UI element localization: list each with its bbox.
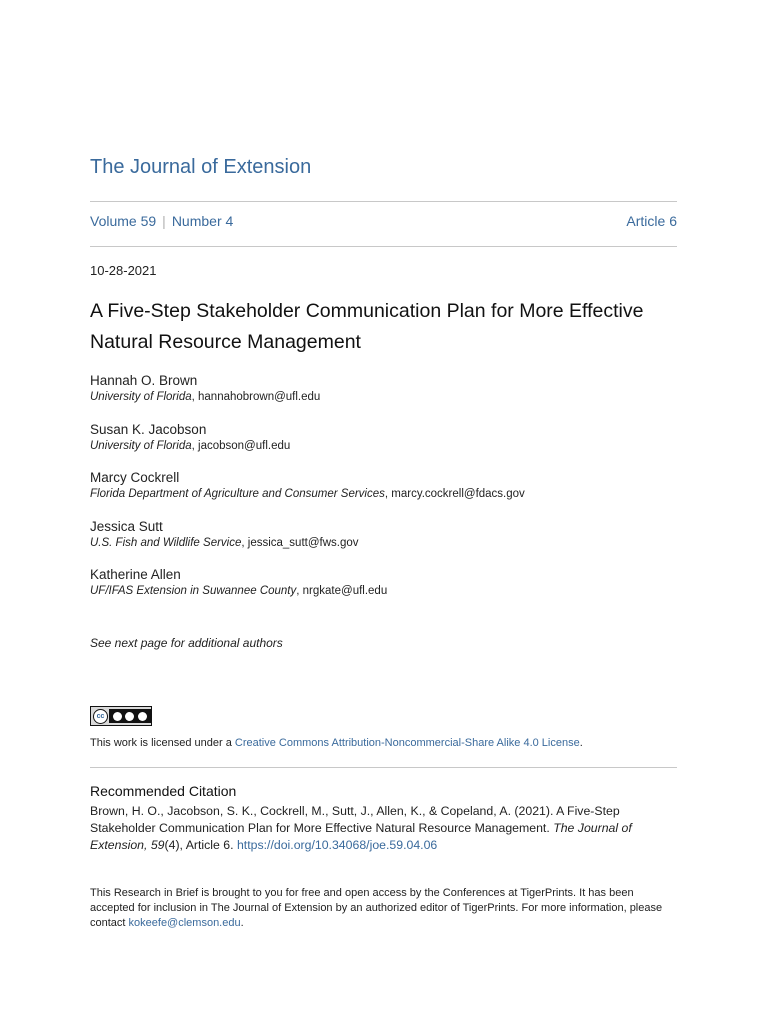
top-divider <box>90 201 677 202</box>
volume-link[interactable]: Volume 59 <box>90 213 157 229</box>
access-notice <box>90 886 680 931</box>
citation-divider <box>90 767 677 768</box>
citation-authors-title: Brown, H. O., Jacobson, S. K., Cockrell, M., Sutt, J., Allen, K., & Copeland, A. (2021). A Five-Step Stakeholder Communication Plan for More Effective Natural Resource Management. <box>90 804 620 835</box>
number-link[interactable]: Number 4 <box>171 213 234 229</box>
license-link[interactable]: Creative Commons Attribution-Noncommercial-Share Alike 4.0 License <box>234 737 580 749</box>
affiliation-name: U.S. Fish and Wildlife Service <box>90 536 242 549</box>
author-entry <box>90 566 690 615</box>
affiliation-name: UF/IFAS Extension in Suwannee County <box>90 585 297 597</box>
cc-terms-icon <box>109 709 151 723</box>
doi-link[interactable]: https://doi.org/10.34068/joe.59.04.06 <box>236 838 438 852</box>
access-notice-text: This Research in Brief is brought to you for free and open access by the Conferences at TigerPrints. It has been accepted for inclusion in The Journal of Extension by an authorized editor of TigerPrints. For more information, please contact <box>90 887 663 929</box>
author-email: , jacobson@ufl.edu <box>191 439 291 452</box>
affiliation-name: Florida Department of Agriculture and Consumer Services <box>90 488 385 500</box>
by-icon <box>113 712 122 721</box>
issue-separator: | <box>162 213 166 229</box>
author-name: Jessica Sutt <box>90 518 163 534</box>
author-affiliation <box>90 583 690 599</box>
contact-email-link[interactable]: kokeefe@clemson.edu <box>128 917 241 929</box>
citation-issue: (4), Article 6. <box>164 838 237 852</box>
author-affiliation <box>90 438 690 454</box>
author-name: Susan K. Jacobson <box>90 421 207 437</box>
affiliation-name: University of Florida <box>90 391 192 403</box>
cc-logo-icon: cc <box>93 709 108 724</box>
license-prefix: This work is licensed under a <box>90 737 235 749</box>
author-email: , marcy.cockrell@fdacs.gov <box>384 488 525 500</box>
author-affiliation <box>90 486 690 502</box>
issue-divider <box>90 246 677 247</box>
citation-text <box>90 803 680 854</box>
author-name: Katherine Allen <box>90 567 181 582</box>
creative-commons-badge-icon[interactable] <box>90 706 152 726</box>
sa-icon <box>138 712 147 721</box>
author-affiliation <box>90 389 690 405</box>
additional-authors-note: See next page for additional authors <box>90 636 283 650</box>
access-notice-suffix: . <box>240 917 244 929</box>
author-entry <box>90 421 690 470</box>
author-name: Marcy Cockrell <box>90 470 180 485</box>
author-email: , hannahobrown@ufl.edu <box>191 391 321 403</box>
paper-title: A Five-Step Stakeholder Communication Plan for More Effective Natural Resource Management <box>90 300 644 353</box>
author-email: , nrgkate@ufl.edu <box>296 585 388 597</box>
affiliation-name: University of Florida <box>90 439 192 452</box>
author-name: Hannah O. Brown <box>90 373 198 388</box>
article-link[interactable]: Article 6 <box>626 213 677 229</box>
license-statement <box>90 737 583 749</box>
author-list <box>90 372 690 615</box>
author-entry <box>90 469 690 518</box>
author-email: , jessica_sutt@fws.gov <box>241 536 359 549</box>
author-entry <box>90 518 690 567</box>
issue-info <box>90 213 677 229</box>
recommended-citation-heading: Recommended Citation <box>90 783 237 799</box>
author-affiliation <box>90 535 690 551</box>
citation-journal: The Journal of Extension, 59 <box>90 821 632 852</box>
nc-icon <box>125 712 134 721</box>
license-suffix: . <box>579 737 583 749</box>
author-entry <box>90 372 690 421</box>
publication-date: 10-28-2021 <box>90 263 157 278</box>
journal-title-link[interactable]: The Journal of Extension <box>90 156 312 178</box>
